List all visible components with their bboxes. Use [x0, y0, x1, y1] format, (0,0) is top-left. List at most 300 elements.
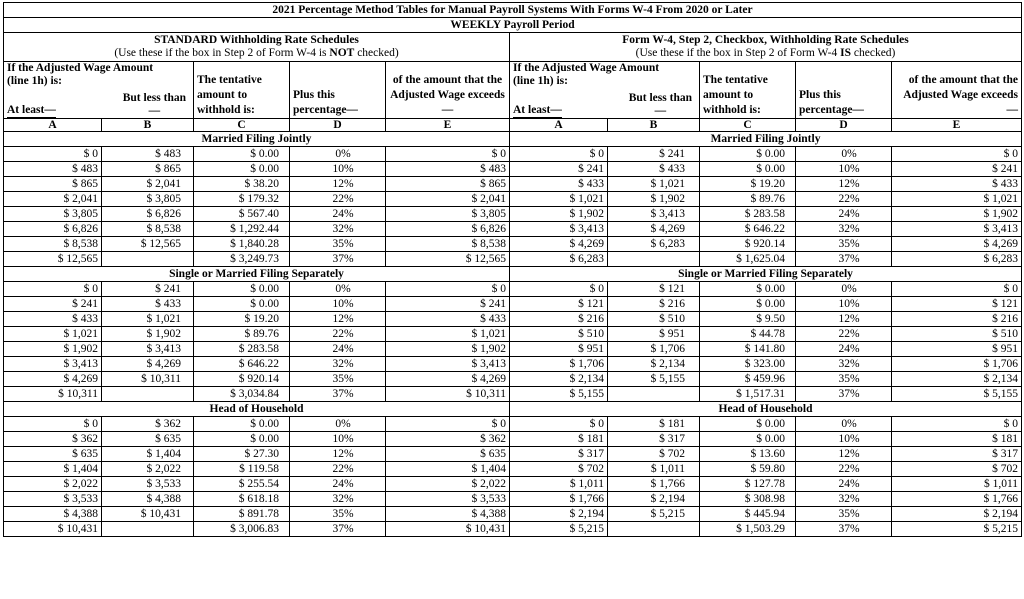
left-cell-c: $ 179.32	[194, 192, 290, 207]
right-section-title: Single or Married Filing Separately	[510, 267, 1022, 282]
right-cell-b: $ 433	[608, 162, 700, 177]
left-cell-e: $ 10,311	[386, 387, 510, 402]
checkbox-note-post: checked)	[851, 47, 896, 59]
left-cell-e: $ 362	[386, 432, 510, 447]
left-cell-b: $ 8,538	[102, 222, 194, 237]
table-row	[4, 492, 1022, 507]
right-cell-e: $ 0	[892, 147, 1022, 162]
left-cell-c: $ 0.00	[194, 162, 290, 177]
left-cell-e: $ 12,565	[386, 252, 510, 267]
right-cell-a: $ 702	[510, 462, 608, 477]
right-cell-e: $ 1,011	[892, 477, 1022, 492]
right-cell-b: $ 1,902	[608, 192, 700, 207]
left-cell-d: 37%	[290, 522, 386, 537]
left-cell-a: $ 2,022	[4, 477, 102, 492]
right-cell-b: $ 1,021	[608, 177, 700, 192]
right-cell-c: $ 1,625.04	[700, 252, 796, 267]
left-cell-b: $ 483	[102, 147, 194, 162]
left-cell-b: $ 10,311	[102, 372, 194, 387]
left-cell-c: $ 27.30	[194, 447, 290, 462]
left-cell-c: $ 618.18	[194, 492, 290, 507]
left-cell-c: $ 0.00	[194, 297, 290, 312]
left-cell-a: $ 635	[4, 447, 102, 462]
right-cell-b: $ 216	[608, 297, 700, 312]
left-cell-a: $ 483	[4, 162, 102, 177]
left-col-letter: B	[102, 119, 194, 132]
left-cell-a: $ 3,533	[4, 492, 102, 507]
right-cell-b: $ 2,134	[608, 357, 700, 372]
right-section-title: Married Filing Jointly	[510, 132, 1022, 147]
left-col-letter: C	[194, 119, 290, 132]
right-cell-c: $ 89.76	[700, 192, 796, 207]
left-cell-c: $ 920.14	[194, 372, 290, 387]
left-col-letter: D	[290, 119, 386, 132]
table-row	[4, 432, 1022, 447]
right-cell-e: $ 702	[892, 462, 1022, 477]
right-cell-d: 32%	[796, 357, 892, 372]
checkbox-note-emph: IS	[840, 47, 852, 59]
right-cell-d: 0%	[796, 417, 892, 432]
left-cell-a: $ 1,021	[4, 327, 102, 342]
left-at-least-label: At least—	[7, 104, 56, 116]
right-cell-c: $ 920.14	[700, 237, 796, 252]
left-cell-d: 37%	[290, 252, 386, 267]
right-cell-b: $ 5,215	[608, 507, 700, 522]
table-row	[4, 192, 1022, 207]
right-cell-c: $ 0.00	[700, 297, 796, 312]
right-cell-a: $ 5,215	[510, 522, 608, 537]
left-cell-c: $ 89.76	[194, 327, 290, 342]
left-cell-e: $ 6,826	[386, 222, 510, 237]
left-cell-a: $ 4,269	[4, 372, 102, 387]
right-cell-b: $ 4,269	[608, 222, 700, 237]
right-col-letter: C	[700, 119, 796, 132]
table-row	[4, 237, 1022, 252]
left-cell-d: 24%	[290, 207, 386, 222]
right-cell-b: $ 510	[608, 312, 700, 327]
right-cell-d: 12%	[796, 312, 892, 327]
left-cell-b	[102, 252, 194, 267]
table-row	[4, 162, 1022, 177]
standard-note-post: checked)	[354, 47, 399, 59]
right-cell-c: $ 0.00	[700, 147, 796, 162]
right-cell-a: $ 3,413	[510, 222, 608, 237]
right-cell-e: $ 433	[892, 177, 1022, 192]
right-cell-e: $ 0	[892, 282, 1022, 297]
right-cell-d: 24%	[796, 477, 892, 492]
left-cell-e: $ 241	[386, 297, 510, 312]
left-cell-b: $ 2,022	[102, 462, 194, 477]
right-cell-d: 37%	[796, 252, 892, 267]
left-of-amount-header: of the amount that the Adjusted Wage exceeds—	[386, 62, 510, 119]
standard-note	[7, 47, 506, 60]
right-cell-c: $ 323.00	[700, 357, 796, 372]
left-cell-d: 10%	[290, 162, 386, 177]
standard-schedule-header	[4, 33, 510, 62]
right-cell-b: $ 6,283	[608, 237, 700, 252]
left-cell-a: $ 1,902	[4, 342, 102, 357]
left-wage-intro: If the Adjusted Wage Amount (line 1h) is:	[7, 62, 154, 87]
right-cell-d: 0%	[796, 282, 892, 297]
right-at-least-label: At least—	[513, 104, 562, 116]
checkbox-note	[513, 47, 1018, 60]
left-cell-a: $ 12,565	[4, 252, 102, 267]
right-cell-b: $ 1,766	[608, 477, 700, 492]
left-cell-d: 24%	[290, 342, 386, 357]
right-cell-d: 22%	[796, 462, 892, 477]
right-col-letter: A	[510, 119, 608, 132]
right-cell-b: $ 241	[608, 147, 700, 162]
right-cell-e: $ 3,413	[892, 222, 1022, 237]
right-cell-e: $ 1,902	[892, 207, 1022, 222]
left-cell-e: $ 1,404	[386, 462, 510, 477]
right-cell-a: $ 510	[510, 327, 608, 342]
left-cell-d: 35%	[290, 507, 386, 522]
table-row	[4, 522, 1022, 537]
left-cell-d: 32%	[290, 492, 386, 507]
right-cell-b: $ 3,413	[608, 207, 700, 222]
table-row	[4, 387, 1022, 402]
right-cell-a: $ 241	[510, 162, 608, 177]
right-col-letter: E	[892, 119, 1022, 132]
right-cell-d: 10%	[796, 432, 892, 447]
right-tentative-header: The tentative amount to withhold is:	[700, 62, 796, 119]
right-but-less-dash: —	[654, 105, 667, 117]
left-cell-c: $ 3,006.83	[194, 522, 290, 537]
right-cell-e: $ 241	[892, 162, 1022, 177]
right-cell-e: $ 181	[892, 432, 1022, 447]
table-row	[4, 342, 1022, 357]
right-cell-c: $ 308.98	[700, 492, 796, 507]
section-header-row	[4, 402, 1022, 417]
left-cell-d: 10%	[290, 297, 386, 312]
right-cell-b: $ 121	[608, 282, 700, 297]
left-cell-b	[102, 387, 194, 402]
right-cell-d: 35%	[796, 507, 892, 522]
right-cell-a: $ 433	[510, 177, 608, 192]
right-cell-c: $ 0.00	[700, 417, 796, 432]
left-cell-e: $ 4,269	[386, 372, 510, 387]
left-tentative-header: The tentative amount to withhold is:	[194, 62, 290, 119]
right-section-title: Head of Household	[510, 402, 1022, 417]
right-cell-c: $ 283.58	[700, 207, 796, 222]
percentage-method-table	[3, 2, 1022, 537]
left-cell-b: $ 4,388	[102, 492, 194, 507]
left-col-letter: A	[4, 119, 102, 132]
table-row	[4, 462, 1022, 477]
right-cell-c: $ 0.00	[700, 432, 796, 447]
right-cell-a: $ 216	[510, 312, 608, 327]
right-cell-e: $ 951	[892, 342, 1022, 357]
right-cell-e: $ 1,021	[892, 192, 1022, 207]
left-cell-e: $ 2,022	[386, 477, 510, 492]
left-cell-b: $ 1,021	[102, 312, 194, 327]
left-cell-e: $ 3,805	[386, 207, 510, 222]
right-cell-a: $ 0	[510, 282, 608, 297]
left-cell-c: $ 0.00	[194, 417, 290, 432]
left-but-less-label	[123, 92, 186, 118]
checkbox-schedule-header	[510, 33, 1022, 62]
left-section-title: Single or Married Filing Separately	[4, 267, 510, 282]
left-section-title: Head of Household	[4, 402, 510, 417]
left-cell-c: $ 567.40	[194, 207, 290, 222]
left-cell-e: $ 2,041	[386, 192, 510, 207]
left-cell-d: 10%	[290, 432, 386, 447]
left-cell-b: $ 865	[102, 162, 194, 177]
left-cell-a: $ 6,826	[4, 222, 102, 237]
left-but-less-text: But less than	[122, 92, 186, 104]
right-col-letter: B	[608, 119, 700, 132]
left-cell-b: $ 1,902	[102, 327, 194, 342]
right-cell-a: $ 951	[510, 342, 608, 357]
left-plus-header: Plus this percentage—	[290, 62, 386, 119]
checkbox-heading: Form W-4, Step 2, Checkbox, Withholding Rate Schedules	[622, 34, 909, 46]
left-cell-d: 37%	[290, 387, 386, 402]
table-title: 2021 Percentage Method Tables for Manual Payroll Systems With Forms W-4 From 2020 or Later	[4, 3, 1022, 18]
left-cell-e: $ 0	[386, 282, 510, 297]
right-cell-c: $ 445.94	[700, 507, 796, 522]
left-cell-e: $ 483	[386, 162, 510, 177]
right-cell-e: $ 2,194	[892, 507, 1022, 522]
right-cell-c: $ 0.00	[700, 282, 796, 297]
right-cell-e: $ 2,134	[892, 372, 1022, 387]
standard-heading: STANDARD Withholding Rate Schedules	[154, 34, 359, 46]
right-cell-c: $ 141.80	[700, 342, 796, 357]
left-cell-b: $ 2,041	[102, 177, 194, 192]
left-cell-c: $ 19.20	[194, 312, 290, 327]
right-col-a-header	[510, 62, 700, 119]
left-cell-d: 32%	[290, 222, 386, 237]
left-cell-b: $ 635	[102, 432, 194, 447]
right-col-letter: D	[796, 119, 892, 132]
left-cell-a: $ 241	[4, 297, 102, 312]
table-row	[4, 177, 1022, 192]
left-cell-b: $ 241	[102, 282, 194, 297]
standard-note-emph: NOT	[329, 47, 355, 59]
right-cell-b	[608, 387, 700, 402]
right-cell-b: $ 317	[608, 432, 700, 447]
left-cell-e: $ 1,902	[386, 342, 510, 357]
table-row	[4, 447, 1022, 462]
table-row	[4, 222, 1022, 237]
right-cell-c: $ 44.78	[700, 327, 796, 342]
right-cell-a: $ 0	[510, 147, 608, 162]
right-cell-d: 12%	[796, 447, 892, 462]
table-row	[4, 357, 1022, 372]
left-cell-a: $ 433	[4, 312, 102, 327]
table-row	[4, 477, 1022, 492]
section-header-row	[4, 132, 1022, 147]
left-cell-a: $ 2,041	[4, 192, 102, 207]
standard-note-pre: (Use these if the box in Step 2 of Form W-4 is	[114, 47, 330, 59]
left-cell-e: $ 0	[386, 147, 510, 162]
right-cell-c: $ 127.78	[700, 477, 796, 492]
left-cell-a: $ 4,388	[4, 507, 102, 522]
left-cell-b: $ 12,565	[102, 237, 194, 252]
right-plus-header: Plus this percentage—	[796, 62, 892, 119]
left-cell-c: $ 0.00	[194, 282, 290, 297]
right-cell-a: $ 2,194	[510, 507, 608, 522]
left-cell-d: 22%	[290, 327, 386, 342]
right-cell-c: $ 459.96	[700, 372, 796, 387]
right-wage-intro: If the Adjusted Wage Amount (line 1h) is:	[513, 62, 660, 87]
right-but-less-text: But less than	[628, 92, 692, 104]
right-cell-b: $ 951	[608, 327, 700, 342]
left-cell-a: $ 3,413	[4, 357, 102, 372]
left-cell-d: 12%	[290, 447, 386, 462]
right-cell-d: 32%	[796, 492, 892, 507]
right-cell-a: $ 0	[510, 417, 608, 432]
left-cell-c: $ 119.58	[194, 462, 290, 477]
table-row	[4, 297, 1022, 312]
checkbox-note-pre: (Use these if the box in Step 2 of Form W-4	[635, 47, 841, 59]
right-of-amount-header: of the amount that the Adjusted Wage exceeds—	[892, 62, 1022, 119]
right-cell-e: $ 1,706	[892, 357, 1022, 372]
left-cell-d: 22%	[290, 462, 386, 477]
right-cell-a: $ 5,155	[510, 387, 608, 402]
right-cell-e: $ 0	[892, 417, 1022, 432]
right-cell-c: $ 0.00	[700, 162, 796, 177]
right-cell-e: $ 121	[892, 297, 1022, 312]
right-cell-e: $ 1,766	[892, 492, 1022, 507]
left-cell-c: $ 255.54	[194, 477, 290, 492]
right-cell-b: $ 702	[608, 447, 700, 462]
left-col-letter: E	[386, 119, 510, 132]
right-cell-a: $ 317	[510, 447, 608, 462]
left-cell-a: $ 0	[4, 147, 102, 162]
table-row	[4, 312, 1022, 327]
left-ab-labels	[7, 92, 190, 118]
left-cell-a: $ 865	[4, 177, 102, 192]
right-cell-a: $ 1,766	[510, 492, 608, 507]
right-cell-d: 37%	[796, 522, 892, 537]
right-cell-d: 35%	[796, 237, 892, 252]
right-cell-b: $ 181	[608, 417, 700, 432]
right-cell-e: $ 5,215	[892, 522, 1022, 537]
left-cell-a: $ 10,431	[4, 522, 102, 537]
left-cell-e: $ 0	[386, 417, 510, 432]
table-row	[4, 282, 1022, 297]
right-cell-a: $ 1,706	[510, 357, 608, 372]
left-cell-b: $ 433	[102, 297, 194, 312]
right-cell-b	[608, 252, 700, 267]
right-cell-a: $ 1,011	[510, 477, 608, 492]
right-cell-c: $ 646.22	[700, 222, 796, 237]
left-cell-d: 0%	[290, 417, 386, 432]
left-cell-c: $ 891.78	[194, 507, 290, 522]
table-row	[4, 147, 1022, 162]
right-cell-e: $ 5,155	[892, 387, 1022, 402]
right-cell-d: 0%	[796, 147, 892, 162]
right-cell-d: 10%	[796, 297, 892, 312]
left-cell-b: $ 3,413	[102, 342, 194, 357]
left-cell-c: $ 0.00	[194, 147, 290, 162]
right-cell-d: 22%	[796, 327, 892, 342]
right-cell-d: 37%	[796, 387, 892, 402]
left-cell-e: $ 10,431	[386, 522, 510, 537]
right-cell-a: $ 6,283	[510, 252, 608, 267]
right-cell-e: $ 6,283	[892, 252, 1022, 267]
right-cell-c: $ 9.50	[700, 312, 796, 327]
left-cell-d: 32%	[290, 357, 386, 372]
right-cell-a: $ 121	[510, 297, 608, 312]
right-cell-a: $ 181	[510, 432, 608, 447]
table-row	[4, 372, 1022, 387]
table-row	[4, 327, 1022, 342]
left-cell-a: $ 362	[4, 432, 102, 447]
right-cell-c: $ 1,503.29	[700, 522, 796, 537]
table-row	[4, 417, 1022, 432]
right-cell-e: $ 317	[892, 447, 1022, 462]
left-cell-c: $ 1,292.44	[194, 222, 290, 237]
left-cell-b: $ 1,404	[102, 447, 194, 462]
right-cell-d: 22%	[796, 192, 892, 207]
left-cell-c: $ 0.00	[194, 432, 290, 447]
left-cell-a: $ 0	[4, 417, 102, 432]
right-cell-d: 32%	[796, 222, 892, 237]
right-cell-e: $ 4,269	[892, 237, 1022, 252]
left-cell-e: $ 3,533	[386, 492, 510, 507]
left-cell-b: $ 4,269	[102, 357, 194, 372]
right-cell-d: 35%	[796, 372, 892, 387]
left-cell-e: $ 865	[386, 177, 510, 192]
right-cell-c: $ 1,517.31	[700, 387, 796, 402]
left-cell-a: $ 0	[4, 282, 102, 297]
right-cell-c: $ 59.80	[700, 462, 796, 477]
table-row	[4, 207, 1022, 222]
left-cell-c: $ 3,249.73	[194, 252, 290, 267]
left-cell-c: $ 646.22	[194, 357, 290, 372]
right-cell-c: $ 13.60	[700, 447, 796, 462]
left-cell-d: 0%	[290, 147, 386, 162]
left-cell-b: $ 362	[102, 417, 194, 432]
left-but-less-dash: —	[148, 105, 161, 117]
table-row	[4, 507, 1022, 522]
left-cell-d: 0%	[290, 282, 386, 297]
left-cell-b: $ 3,805	[102, 192, 194, 207]
table-row	[4, 252, 1022, 267]
right-cell-d: 24%	[796, 207, 892, 222]
left-cell-c: $ 3,034.84	[194, 387, 290, 402]
left-cell-d: 12%	[290, 312, 386, 327]
right-cell-a: $ 4,269	[510, 237, 608, 252]
left-section-title: Married Filing Jointly	[4, 132, 510, 147]
left-cell-a: $ 10,311	[4, 387, 102, 402]
right-cell-e: $ 510	[892, 327, 1022, 342]
left-cell-b: $ 6,826	[102, 207, 194, 222]
left-cell-b: $ 10,431	[102, 507, 194, 522]
right-ab-labels	[513, 92, 696, 118]
right-cell-b: $ 5,155	[608, 372, 700, 387]
right-cell-d: 12%	[796, 177, 892, 192]
left-cell-c: $ 38.20	[194, 177, 290, 192]
right-but-less-label	[629, 92, 692, 118]
left-cell-b	[102, 522, 194, 537]
left-cell-e: $ 8,538	[386, 237, 510, 252]
left-cell-e: $ 635	[386, 447, 510, 462]
right-cell-a: $ 2,134	[510, 372, 608, 387]
left-cell-a: $ 1,404	[4, 462, 102, 477]
right-cell-b: $ 1,706	[608, 342, 700, 357]
left-cell-e: $ 4,388	[386, 507, 510, 522]
left-cell-e: $ 433	[386, 312, 510, 327]
payroll-period: WEEKLY Payroll Period	[4, 18, 1022, 33]
left-cell-c: $ 1,840.28	[194, 237, 290, 252]
right-cell-e: $ 216	[892, 312, 1022, 327]
left-cell-d: 35%	[290, 237, 386, 252]
left-cell-c: $ 283.58	[194, 342, 290, 357]
left-cell-d: 24%	[290, 477, 386, 492]
